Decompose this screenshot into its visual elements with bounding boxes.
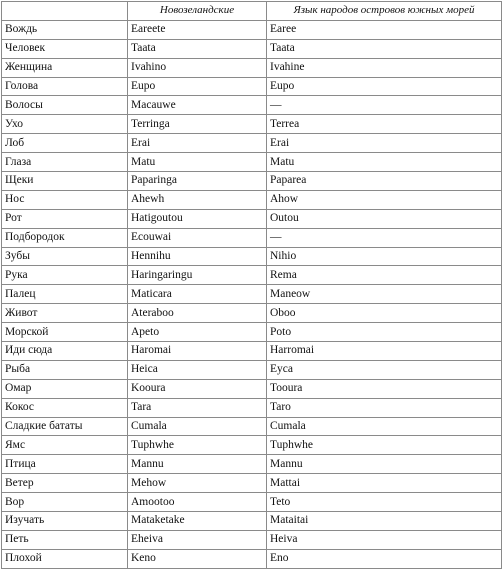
cell-new-zealand: Erai xyxy=(128,134,267,153)
table-row xyxy=(2,360,502,379)
table-row xyxy=(2,115,502,134)
cell-south-seas: Erai xyxy=(267,134,502,153)
cell-russian: Кокос xyxy=(2,398,128,417)
cell-south-seas: Terrea xyxy=(267,115,502,134)
cell-south-seas: Oboo xyxy=(267,304,502,323)
cell-south-seas: Nihio xyxy=(267,247,502,266)
table-row xyxy=(2,58,502,77)
cell-new-zealand: Maticara xyxy=(128,285,267,304)
cell-new-zealand: Eupo xyxy=(128,77,267,96)
cell-new-zealand: Macauwe xyxy=(128,96,267,115)
cell-new-zealand: Heica xyxy=(128,360,267,379)
cell-new-zealand: Keno xyxy=(128,549,267,568)
cell-new-zealand: Taata xyxy=(128,39,267,58)
header-row xyxy=(2,2,502,21)
header-south-seas: Язык народов островов южных морей xyxy=(267,2,502,21)
cell-south-seas: Tooura xyxy=(267,379,502,398)
cell-south-seas: Mataitai xyxy=(267,512,502,531)
table-row xyxy=(2,417,502,436)
cell-russian: Человек xyxy=(2,39,128,58)
table-row xyxy=(2,436,502,455)
cell-russian: Рыба xyxy=(2,360,128,379)
cell-south-seas: Mannu xyxy=(267,455,502,474)
table-row xyxy=(2,77,502,96)
cell-russian: Плохой xyxy=(2,549,128,568)
cell-new-zealand: Haromai xyxy=(128,342,267,361)
cell-south-seas: Heiva xyxy=(267,530,502,549)
cell-russian: Голова xyxy=(2,77,128,96)
cell-south-seas: Eyca xyxy=(267,360,502,379)
cell-south-seas: Outou xyxy=(267,209,502,228)
cell-new-zealand: Tuphwhe xyxy=(128,436,267,455)
table-row xyxy=(2,512,502,531)
table-row xyxy=(2,455,502,474)
cell-new-zealand: Terringa xyxy=(128,115,267,134)
table-row xyxy=(2,379,502,398)
cell-russian: Ямс xyxy=(2,436,128,455)
cell-south-seas: Taro xyxy=(267,398,502,417)
cell-russian: Изучать xyxy=(2,512,128,531)
table-row xyxy=(2,209,502,228)
header-russian xyxy=(2,2,128,21)
cell-south-seas: Maneow xyxy=(267,285,502,304)
cell-south-seas: Matu xyxy=(267,153,502,172)
cell-new-zealand: Amootoo xyxy=(128,493,267,512)
cell-new-zealand: Hennihu xyxy=(128,247,267,266)
cell-russian: Палец xyxy=(2,285,128,304)
cell-russian: Глаза xyxy=(2,153,128,172)
cell-south-seas: Teto xyxy=(267,493,502,512)
cell-new-zealand: Hatigoutou xyxy=(128,209,267,228)
cell-russian: Птица xyxy=(2,455,128,474)
cell-south-seas: Ahow xyxy=(267,190,502,209)
table-row xyxy=(2,228,502,247)
cell-russian: Вор xyxy=(2,493,128,512)
cell-russian: Зубы xyxy=(2,247,128,266)
cell-south-seas: Eupo xyxy=(267,77,502,96)
cell-south-seas: Paparea xyxy=(267,172,502,191)
cell-south-seas: Tuphwhe xyxy=(267,436,502,455)
cell-new-zealand: Matu xyxy=(128,153,267,172)
cell-russian: Подбородок xyxy=(2,228,128,247)
cell-new-zealand: Eheiva xyxy=(128,530,267,549)
table-row xyxy=(2,39,502,58)
table-row xyxy=(2,549,502,568)
cell-russian: Сладкие бататы xyxy=(2,417,128,436)
table-row xyxy=(2,398,502,417)
cell-south-seas: Earee xyxy=(267,20,502,39)
table-row xyxy=(2,285,502,304)
cell-new-zealand: Paparinga xyxy=(128,172,267,191)
table-row xyxy=(2,190,502,209)
cell-russian: Нос xyxy=(2,190,128,209)
table-row xyxy=(2,153,502,172)
cell-new-zealand: Kooura xyxy=(128,379,267,398)
table-row xyxy=(2,96,502,115)
table-row xyxy=(2,134,502,153)
cell-south-seas: Cumala xyxy=(267,417,502,436)
cell-south-seas: — xyxy=(267,96,502,115)
cell-south-seas: Poto xyxy=(267,323,502,342)
cell-new-zealand: Cumala xyxy=(128,417,267,436)
cell-russian: Волосы xyxy=(2,96,128,115)
cell-south-seas: Mattai xyxy=(267,474,502,493)
cell-new-zealand: Mannu xyxy=(128,455,267,474)
vocabulary-table xyxy=(1,1,502,569)
table-row xyxy=(2,323,502,342)
cell-new-zealand: Apeto xyxy=(128,323,267,342)
table-body xyxy=(2,20,502,568)
cell-new-zealand: Mataketake xyxy=(128,512,267,531)
cell-new-zealand: Tara xyxy=(128,398,267,417)
table-row xyxy=(2,20,502,39)
header-new-zealand: Новозеландские xyxy=(128,2,267,21)
cell-russian: Живот xyxy=(2,304,128,323)
cell-south-seas: Eno xyxy=(267,549,502,568)
cell-new-zealand: Ateraboo xyxy=(128,304,267,323)
table-row xyxy=(2,247,502,266)
table-row xyxy=(2,493,502,512)
cell-russian: Морской xyxy=(2,323,128,342)
table-row xyxy=(2,474,502,493)
cell-new-zealand: Mehow xyxy=(128,474,267,493)
cell-south-seas: Harromai xyxy=(267,342,502,361)
cell-russian: Щеки xyxy=(2,172,128,191)
cell-south-seas: Rema xyxy=(267,266,502,285)
cell-south-seas: Ivahine xyxy=(267,58,502,77)
table-row xyxy=(2,172,502,191)
cell-russian: Женщина xyxy=(2,58,128,77)
cell-russian: Рот xyxy=(2,209,128,228)
cell-new-zealand: Ecouwai xyxy=(128,228,267,247)
cell-new-zealand: Haringaringu xyxy=(128,266,267,285)
cell-south-seas: — xyxy=(267,228,502,247)
cell-russian: Омар xyxy=(2,379,128,398)
cell-russian: Рука xyxy=(2,266,128,285)
cell-new-zealand: Ahewh xyxy=(128,190,267,209)
cell-russian: Иди сюда xyxy=(2,342,128,361)
cell-new-zealand: Ivahino xyxy=(128,58,267,77)
table-row xyxy=(2,530,502,549)
cell-south-seas: Taata xyxy=(267,39,502,58)
cell-russian: Петь xyxy=(2,530,128,549)
cell-russian: Лоб xyxy=(2,134,128,153)
table-row xyxy=(2,342,502,361)
cell-new-zealand: Eareete xyxy=(128,20,267,39)
table-row xyxy=(2,304,502,323)
table-row xyxy=(2,266,502,285)
cell-russian: Вождь xyxy=(2,20,128,39)
cell-russian: Ветер xyxy=(2,474,128,493)
cell-russian: Ухо xyxy=(2,115,128,134)
